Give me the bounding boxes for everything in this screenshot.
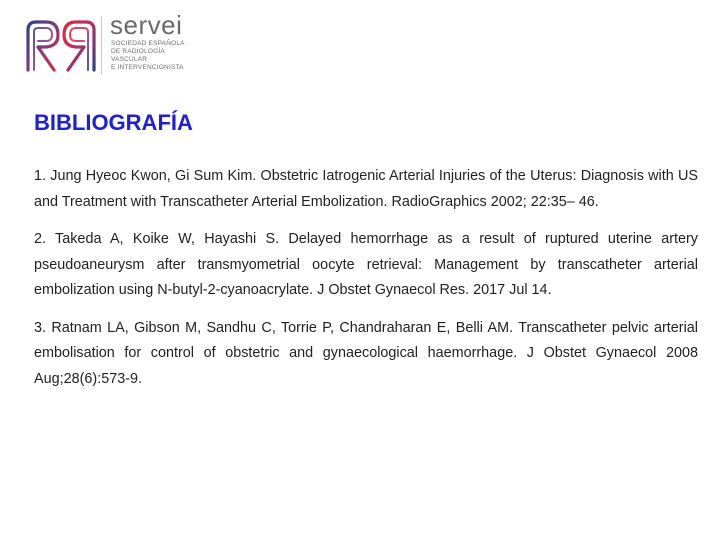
logo-subtitle-line: SOCIEDAD ESPAÑOLA xyxy=(111,40,185,47)
logo-subtitle-line: VASCULAR xyxy=(111,56,148,63)
reference-list xyxy=(34,164,698,404)
logo-subtitle-line: DE RADIOLOGÍA xyxy=(111,48,165,55)
reference-item: 2. Takeda A, Koike W, Hayashi S. Delayed hemorrhage as a result of ruptured uterine artery pseudoaneurysm after transmyometrial oocyte retrieval: Management by transcatheter arterial embolization using N-butyl-2-cyanoacrylate. J Obstet Gynaecol Res. 2017 Jul 14. xyxy=(34,231,698,298)
logo-divider xyxy=(101,16,102,74)
servei-logo-mark-icon xyxy=(22,16,100,74)
logo-wordmark: servei xyxy=(110,10,183,40)
reference-item: 3. Ratnam LA, Gibson M, Sandhu C, Torrie P, Chandraharan E, Belli AM. Transcatheter pelvic arterial embolisation for control of obstetric and gynaecological haemorrhage. J Obstet Gynaecol 2008 Aug;28(6):573-9. xyxy=(34,319,698,387)
servei-logo xyxy=(22,10,222,78)
slide-title: BIBLIOGRAFÍA xyxy=(34,110,193,135)
logo-subtitle xyxy=(111,40,221,72)
reference-item: 1. Jung Hyeoc Kwon, Gi Sum Kim. Obstetric Iatrogenic Arterial Injuries of the Uterus: Diagnosis with US and Treatment with Transcatheter Arterial Embolization. RadioGraphics 2002; 22:35– 46. xyxy=(34,168,698,210)
logo-subtitle-line: E INTERVENCIONISTA xyxy=(111,64,184,71)
